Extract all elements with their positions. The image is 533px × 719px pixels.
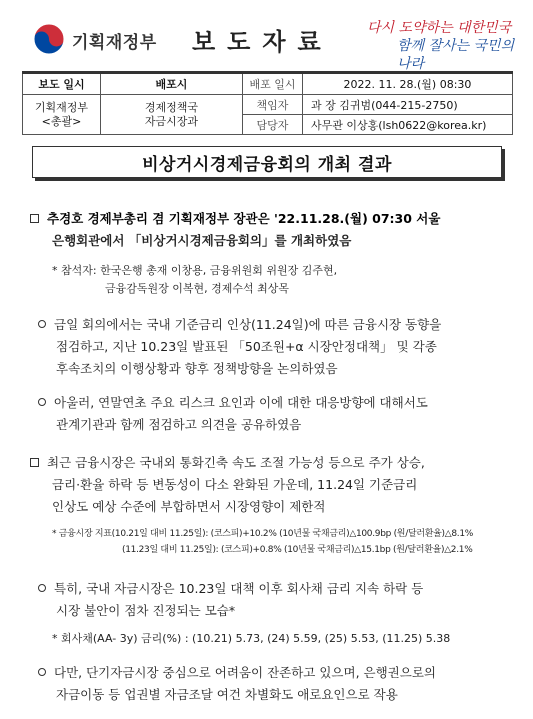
- responsible-contact: 과 장 김귀범(044-215-2750): [303, 95, 513, 115]
- paragraph-line: 다만, 단기자금시장 중심으로 어려움이 잔존하고 있으며, 은행권으로의: [54, 665, 436, 680]
- slogan-line-1: 다시 도약하는 대한민국: [367, 20, 512, 36]
- paragraph-short-term-funding: [38, 662, 518, 706]
- staff-label: 담당자: [243, 115, 303, 135]
- circle-bullet-icon: [38, 584, 46, 592]
- release-time-label: 보도 일시: [23, 73, 101, 95]
- government-slogan: [367, 19, 527, 73]
- document-title-box: [32, 146, 502, 178]
- note-line: * 금융시장 지표(10.21일 대비 11.25일): (코스피)+10.2% (10년물 국채금리)△100.9bp (원/달러환율)△8.1%: [52, 529, 474, 539]
- paragraph-market-trends: [30, 452, 520, 518]
- attendees-note: [52, 262, 512, 298]
- paragraph-line: 최근 금융시장은 국내외 통화긴축 속도 조절 가능성 등으로 주가 상승,: [47, 455, 425, 470]
- paragraph-line: 금일 회의에서는 국내 기준금리 인상(11.24일)에 따른 금융시장 동향을: [54, 317, 442, 332]
- distribution-time-value: 2022. 11. 28.(월) 08:30: [303, 73, 513, 95]
- paragraph-line: 자금이동 등 업권별 자금조달 여건 차별화도 애로요인으로 작용: [56, 687, 398, 702]
- taegeuk-logo-icon: [32, 22, 66, 56]
- circle-bullet-icon: [38, 320, 46, 328]
- division-cell: [101, 95, 243, 135]
- paragraph-line: 추경호 경제부총리 겸 기획재정부 장관은 '22.11.28.(월) 07:30 서울: [47, 211, 441, 226]
- paragraph-funding-market: [38, 578, 518, 622]
- square-bullet-icon: [30, 214, 39, 223]
- note-line: (11.23일 대비 11.25일): (코스피)+0.8% (10년물 국채금리)△15.1bp (원/달러환율)△2.1%: [122, 545, 473, 555]
- release-info-table: [22, 71, 513, 135]
- release-time-value: 배포시: [101, 73, 243, 95]
- department-cell: [23, 95, 101, 135]
- paragraph-line: 관계기관과 함께 점검하고 의견을 공유하였음: [56, 417, 302, 432]
- paragraph-line: 인상도 예상 수준에 부합하면서 시장영향이 제한적: [52, 499, 326, 514]
- responsible-label: 책임자: [243, 95, 303, 115]
- ministry-logo-text: 기획재정부: [72, 33, 157, 53]
- note-line: 금융감독원장 이복현, 경제수석 최상목: [105, 282, 290, 295]
- slogan-line-2: 함께 잘사는 국민의 나라: [397, 38, 515, 72]
- department-tag: <총괄>: [41, 114, 82, 128]
- market-indicators-note: [52, 526, 520, 558]
- paragraph-line: 시장 불안이 점차 진정되는 모습*: [56, 603, 236, 618]
- paragraph-line: 은행회관에서 「비상거시경제금융회의」를 개최하였음: [52, 233, 352, 248]
- paragraph-line: 점검하고, 지난 10.23일 발표된 「50조원+α 시장안정대책」 및 각종: [56, 339, 437, 354]
- paragraph-line: 금리·환율 하락 등 변동성이 다소 완화된 가운데, 11.24일 기준금리: [52, 477, 418, 492]
- bureau-name: 경제정책국: [144, 100, 199, 114]
- note-line: * 참석자: 한국은행 총재 이창용, 금융위원회 위원장 김주현,: [52, 264, 338, 277]
- press-release-title: 보도자료: [192, 27, 333, 56]
- press-release-header: [22, 14, 515, 72]
- note-line: * 회사채(AA- 3y) 금리(%) : (10.21) 5.73, (24) 5.59, (25) 5.53, (11.25) 5.38: [52, 632, 451, 645]
- department-name: 기획재정부: [34, 100, 89, 114]
- circle-bullet-icon: [38, 398, 46, 406]
- paragraph-risk-review: [38, 392, 518, 436]
- circle-bullet-icon: [38, 668, 46, 676]
- paragraph-line: 후속조치의 이행상황과 향후 정책방향을 논의하였음: [56, 361, 338, 376]
- paragraph-meeting-agenda: [38, 314, 518, 380]
- staff-contact: 사무관 이상홍(lsh0622@korea.kr): [303, 115, 513, 135]
- ministry-logo: [32, 20, 182, 60]
- corporate-bond-rate-note: [52, 630, 512, 648]
- division-name: 자금시장과: [144, 114, 199, 128]
- distribution-time-label: 배포 일시: [243, 73, 303, 95]
- document-title: 비상거시경제금융회의 개최 결과: [142, 154, 392, 175]
- paragraph-meeting-held: [30, 208, 520, 252]
- paragraph-line: 특히, 국내 자금시장은 10.23일 대책 이후 회사채 금리 지속 하락 등: [54, 581, 424, 596]
- square-bullet-icon: [30, 458, 39, 467]
- paragraph-line: 아울러, 연말연초 주요 리스크 요인과 이에 대한 대응방향에 대해서도: [54, 395, 428, 410]
